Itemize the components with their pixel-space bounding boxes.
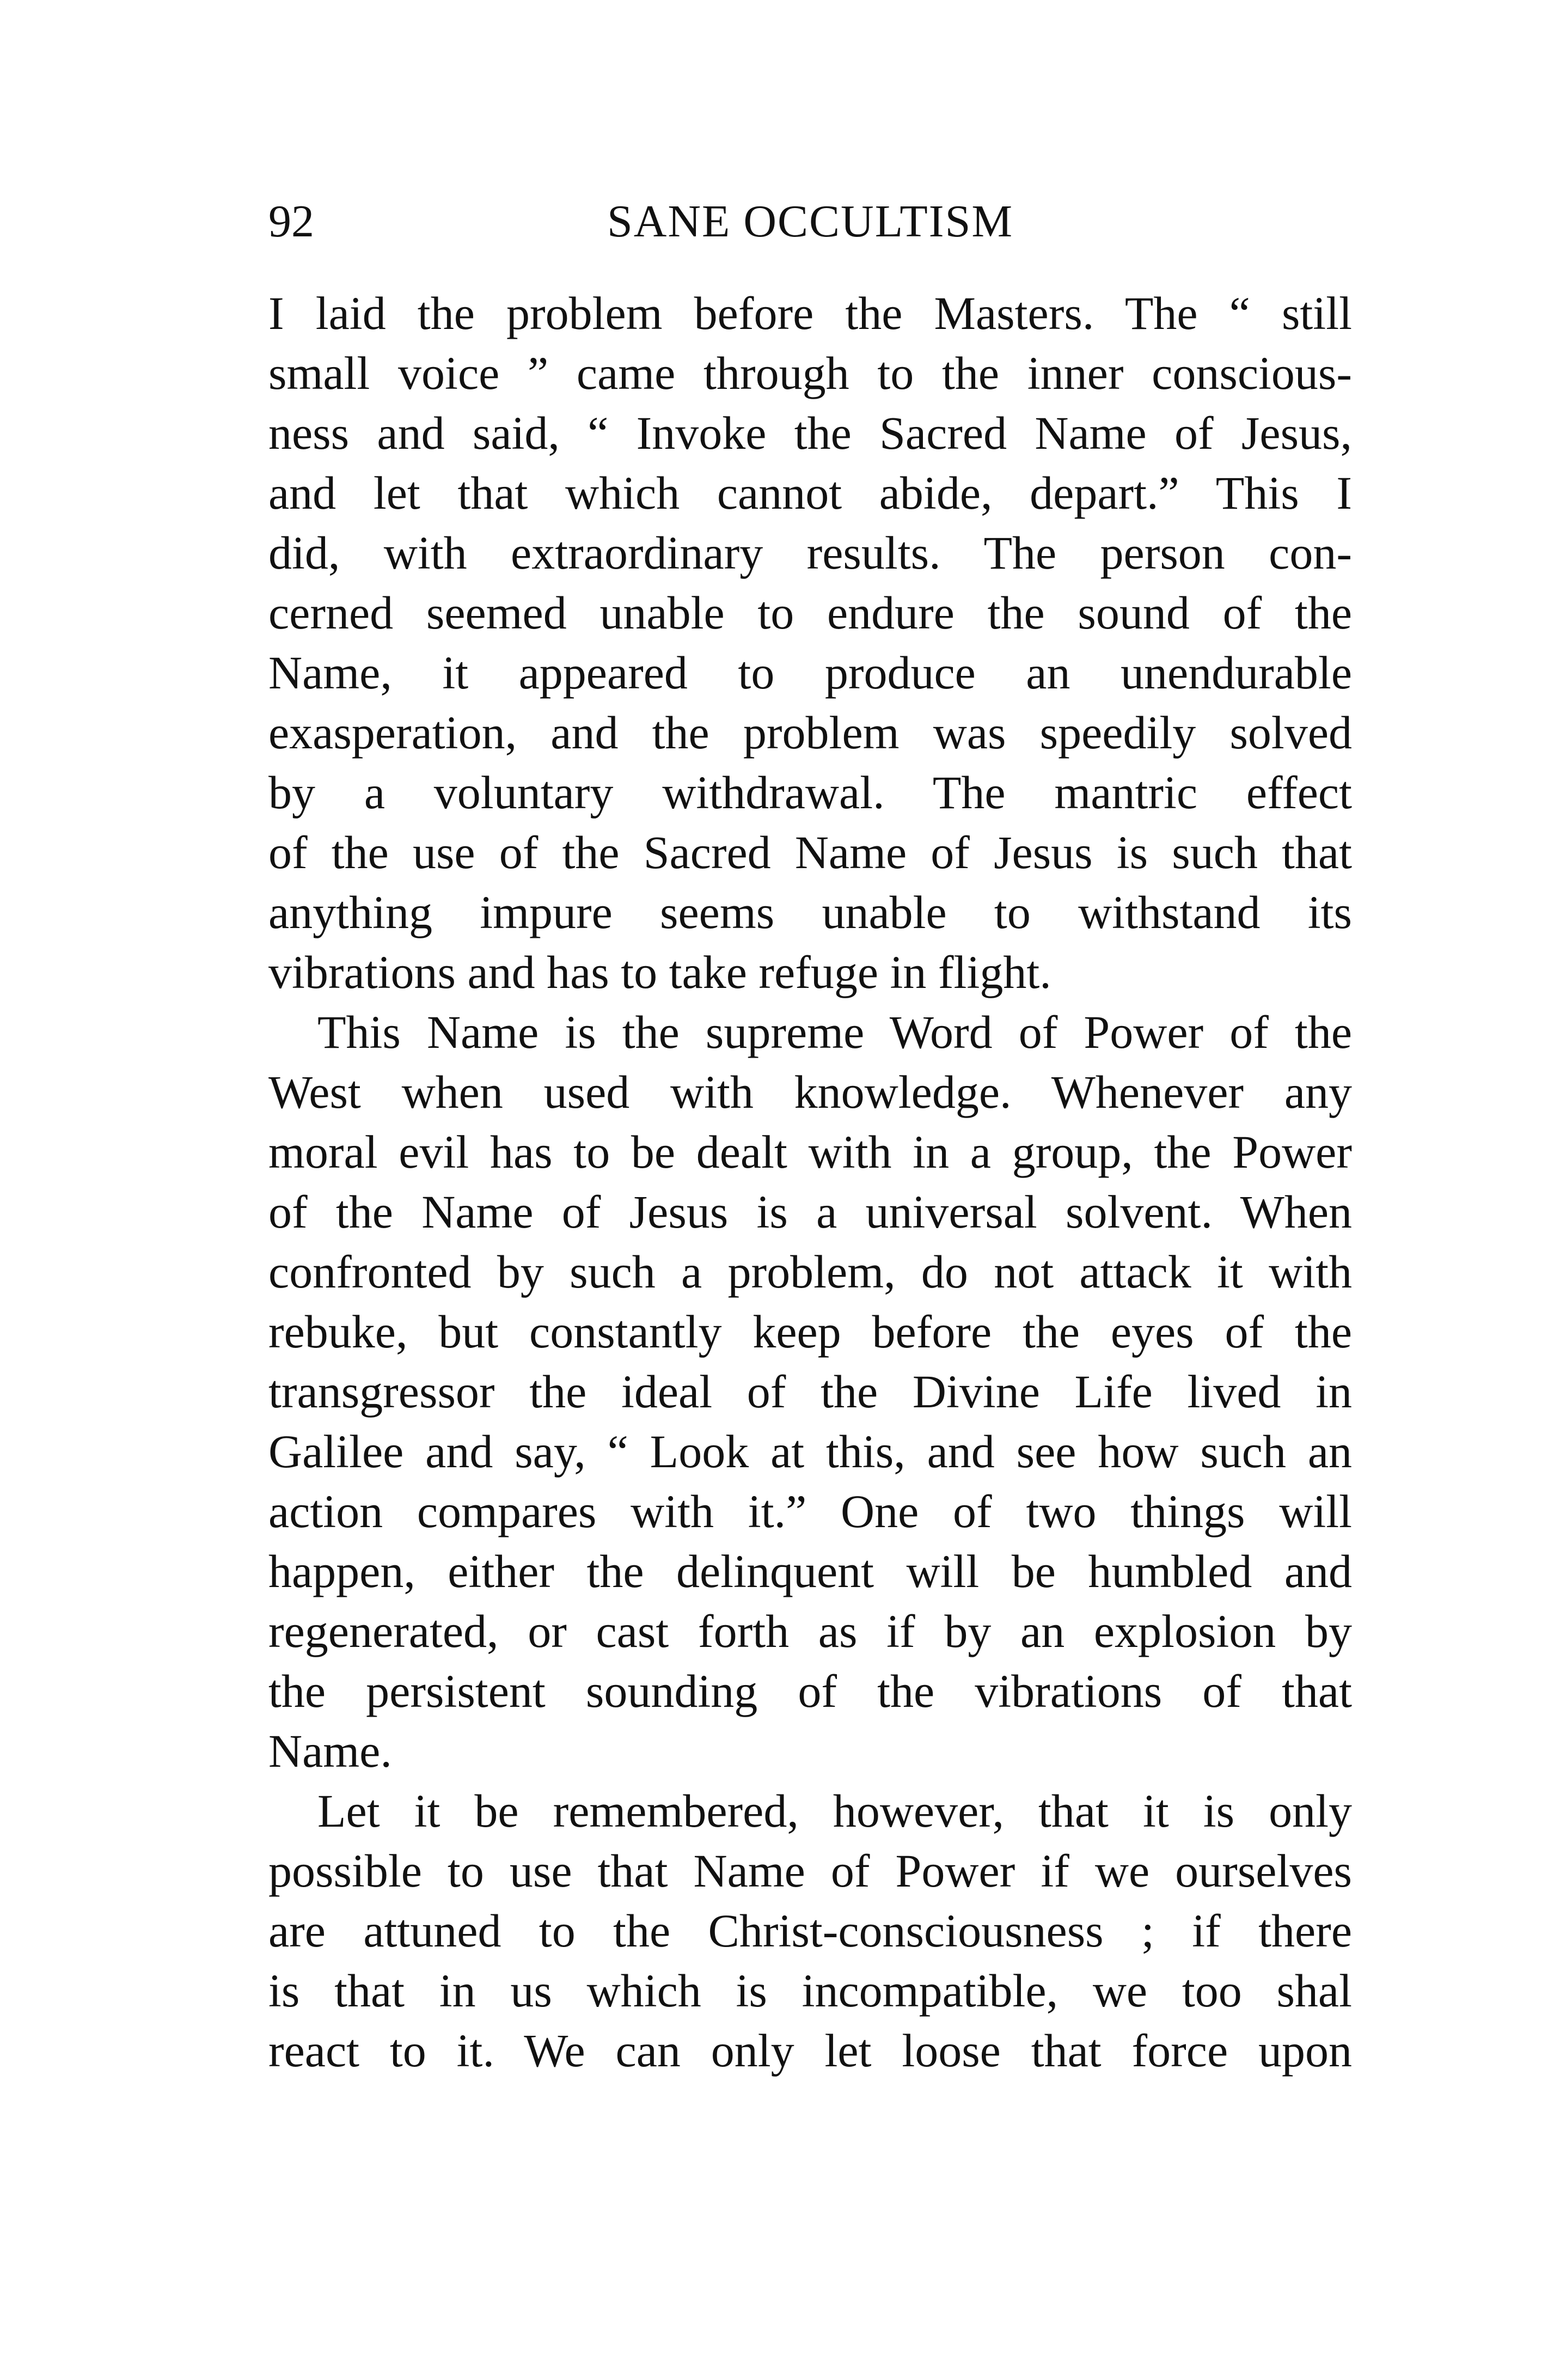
text-line: small voice ” came through to the inner conscious- xyxy=(268,347,1352,399)
paragraph-1 xyxy=(268,283,1352,1002)
text-line: This Name is the supreme Word of Power of the xyxy=(317,1006,1352,1058)
text-line: did, with extraordinary results. The person con- xyxy=(268,527,1352,579)
text-line: by a voluntary withdrawal. The mantric effect xyxy=(268,766,1352,819)
text-line: the persistent sounding of the vibrations of that xyxy=(268,1665,1352,1717)
text-line: possible to use that Name of Power if we ourselves xyxy=(268,1845,1352,1897)
text-line: Name. xyxy=(268,1725,392,1777)
text-line: I laid the problem before the Masters. The “ still xyxy=(268,287,1352,339)
text-line: of the use of the Sacred Name of Jesus is such that xyxy=(268,826,1352,878)
paragraph-3 xyxy=(268,1781,1352,2080)
text-line: happen, either the delinquent will be humbled and xyxy=(268,1545,1352,1597)
text-line: Name, it appeared to produce an unendurable xyxy=(268,646,1352,699)
text-line: are attuned to the Christ-consciousness ; if there xyxy=(268,1905,1352,1957)
text-line: action compares with it.” One of two things will xyxy=(268,1485,1352,1537)
text-line: ness and said, “ Invoke the Sacred Name of Jesus, xyxy=(268,407,1352,459)
text-line: rebuke, but constantly keep before the eyes of the xyxy=(268,1305,1352,1358)
running-title: SANE OCCULTISM xyxy=(607,196,1014,247)
text-line: vibrations and has to take refuge in flight. xyxy=(268,946,1051,998)
text-line: Let it be remembered, however, that it is only xyxy=(317,1785,1352,1837)
text-line: West when used with knowledge. Whenever any xyxy=(268,1066,1352,1118)
running-head xyxy=(268,192,1352,252)
text-line: moral evil has to be dealt with in a group, the Power xyxy=(268,1126,1352,1178)
text-line: and let that which cannot abide, depart.” This I xyxy=(268,467,1352,519)
text-line: transgressor the ideal of the Divine Life lived in xyxy=(268,1365,1352,1418)
text-line: anything impure seems unable to withstand its xyxy=(268,886,1352,938)
paragraph-2 xyxy=(268,1002,1352,1781)
text-line: exasperation, and the problem was speedily solved xyxy=(268,706,1352,759)
text-line: regenerated, or cast forth as if by an explosion by xyxy=(268,1605,1352,1657)
page-number: 92 xyxy=(268,196,314,247)
text-line: cerned seemed unable to endure the sound of the xyxy=(268,587,1352,639)
text-line: confronted by such a problem, do not attack it with xyxy=(268,1246,1352,1298)
text-line: react to it. We can only let loose that force upon xyxy=(268,2024,1352,2077)
text-line: is that in us which is incompatible, we too shal xyxy=(268,1964,1352,2017)
body-text xyxy=(268,283,1352,2080)
text-line: of the Name of Jesus is a universal solvent. When xyxy=(268,1186,1352,1238)
text-line: Galilee and say, “ Look at this, and see how such an xyxy=(268,1425,1352,1478)
